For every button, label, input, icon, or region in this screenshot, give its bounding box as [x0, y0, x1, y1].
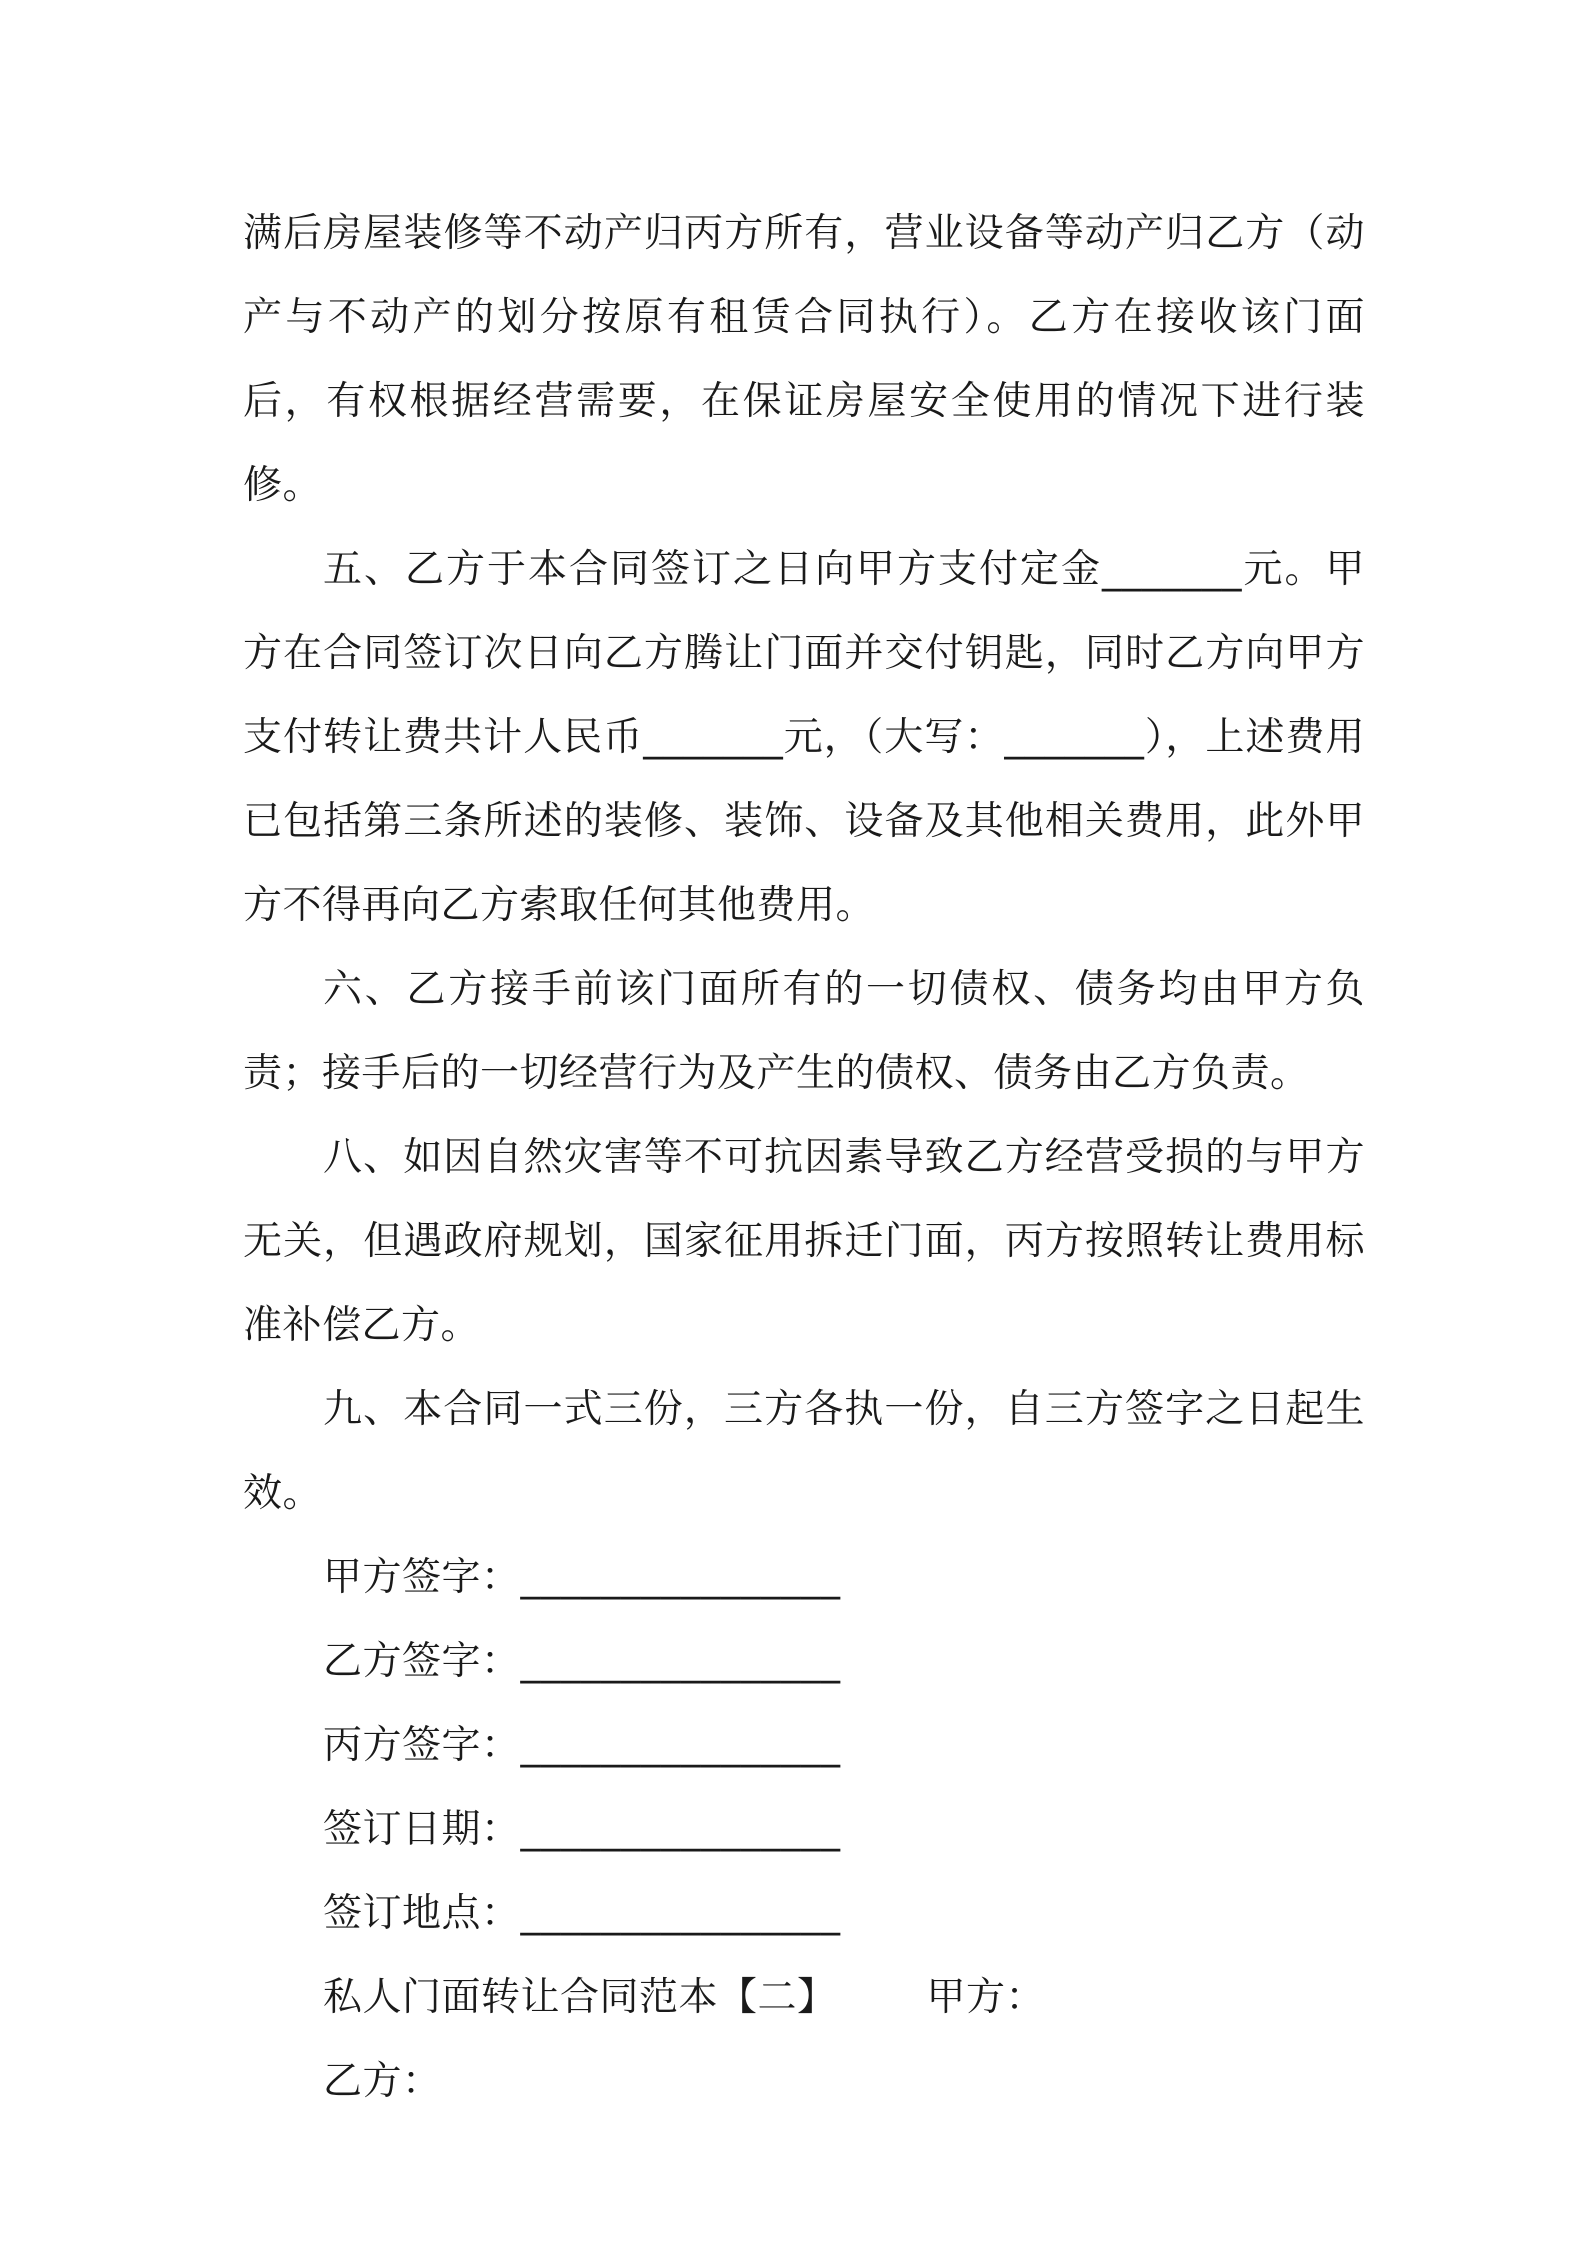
signature-blank: ________________	[520, 1555, 841, 1600]
party-b-label: 乙方：	[323, 2059, 442, 2104]
section-title: 私人门面转让合同范本【二】	[323, 1975, 837, 2020]
signature-line-party-a	[243, 1536, 1365, 1620]
signature-blank: ________________	[520, 1807, 841, 1852]
signing-place-line	[243, 1872, 1365, 1956]
signature-blank: ________________	[520, 1891, 841, 1936]
signature-label: 签订地点：	[323, 1891, 521, 1936]
signature-line-party-c	[243, 1704, 1365, 1788]
party-b-line	[243, 2040, 1365, 2124]
party-a-label: 甲方：	[926, 1975, 1046, 2020]
signature-label: 甲方签字：	[323, 1555, 521, 1600]
paragraph-clause-9: 九、本合同一式三份，三方各执一份，自三方签字之日起生效。	[243, 1387, 1365, 1516]
paragraph-continuation: 满后房屋装修等不动产归丙方所有，营业设备等动产归乙方（动产与不动产的划分按原有租赁合同执行）。乙方在接收该门面后，有权根据经营需要，在保证房屋安全使用的情况下进行装修。	[243, 211, 1365, 508]
document-content	[243, 192, 1365, 2124]
signature-label: 乙方签字：	[323, 1639, 521, 1684]
paragraph-clause-8: 八、如因自然灾害等不可抗因素导致乙方经营受损的与甲方无关，但遇政府规划，国家征用拆迁门面，丙方按照转让费用标准补偿乙方。	[243, 1135, 1365, 1348]
signing-date-line	[243, 1788, 1365, 1872]
signature-line-party-b	[243, 1620, 1365, 1704]
paragraph-clause-5: 五、乙方于本合同签订之日向甲方支付定金_______元。甲方在合同签订次日向乙方腾让门面并交付钥匙，同时乙方向甲方支付转让费共计人民币_______元，（大写：_______），上述费用已包括第三条所述的装修、装饰、设备及其他相关费用，此外甲方不得再向乙方索取任何其他费用。	[243, 547, 1365, 928]
signature-blank: ________________	[520, 1639, 841, 1684]
signature-label: 签订日期：	[323, 1807, 521, 1852]
signature-blank: ________________	[520, 1723, 841, 1768]
paragraph-clause-6: 六、乙方接手前该门面所有的一切债权、债务均由甲方负责；接手后的一切经营行为及产生的债权、债务由乙方负责。	[243, 967, 1365, 1096]
signature-label: 丙方签字：	[323, 1723, 521, 1768]
signature-block	[243, 1536, 1365, 1956]
next-section-heading	[243, 1956, 1365, 2040]
